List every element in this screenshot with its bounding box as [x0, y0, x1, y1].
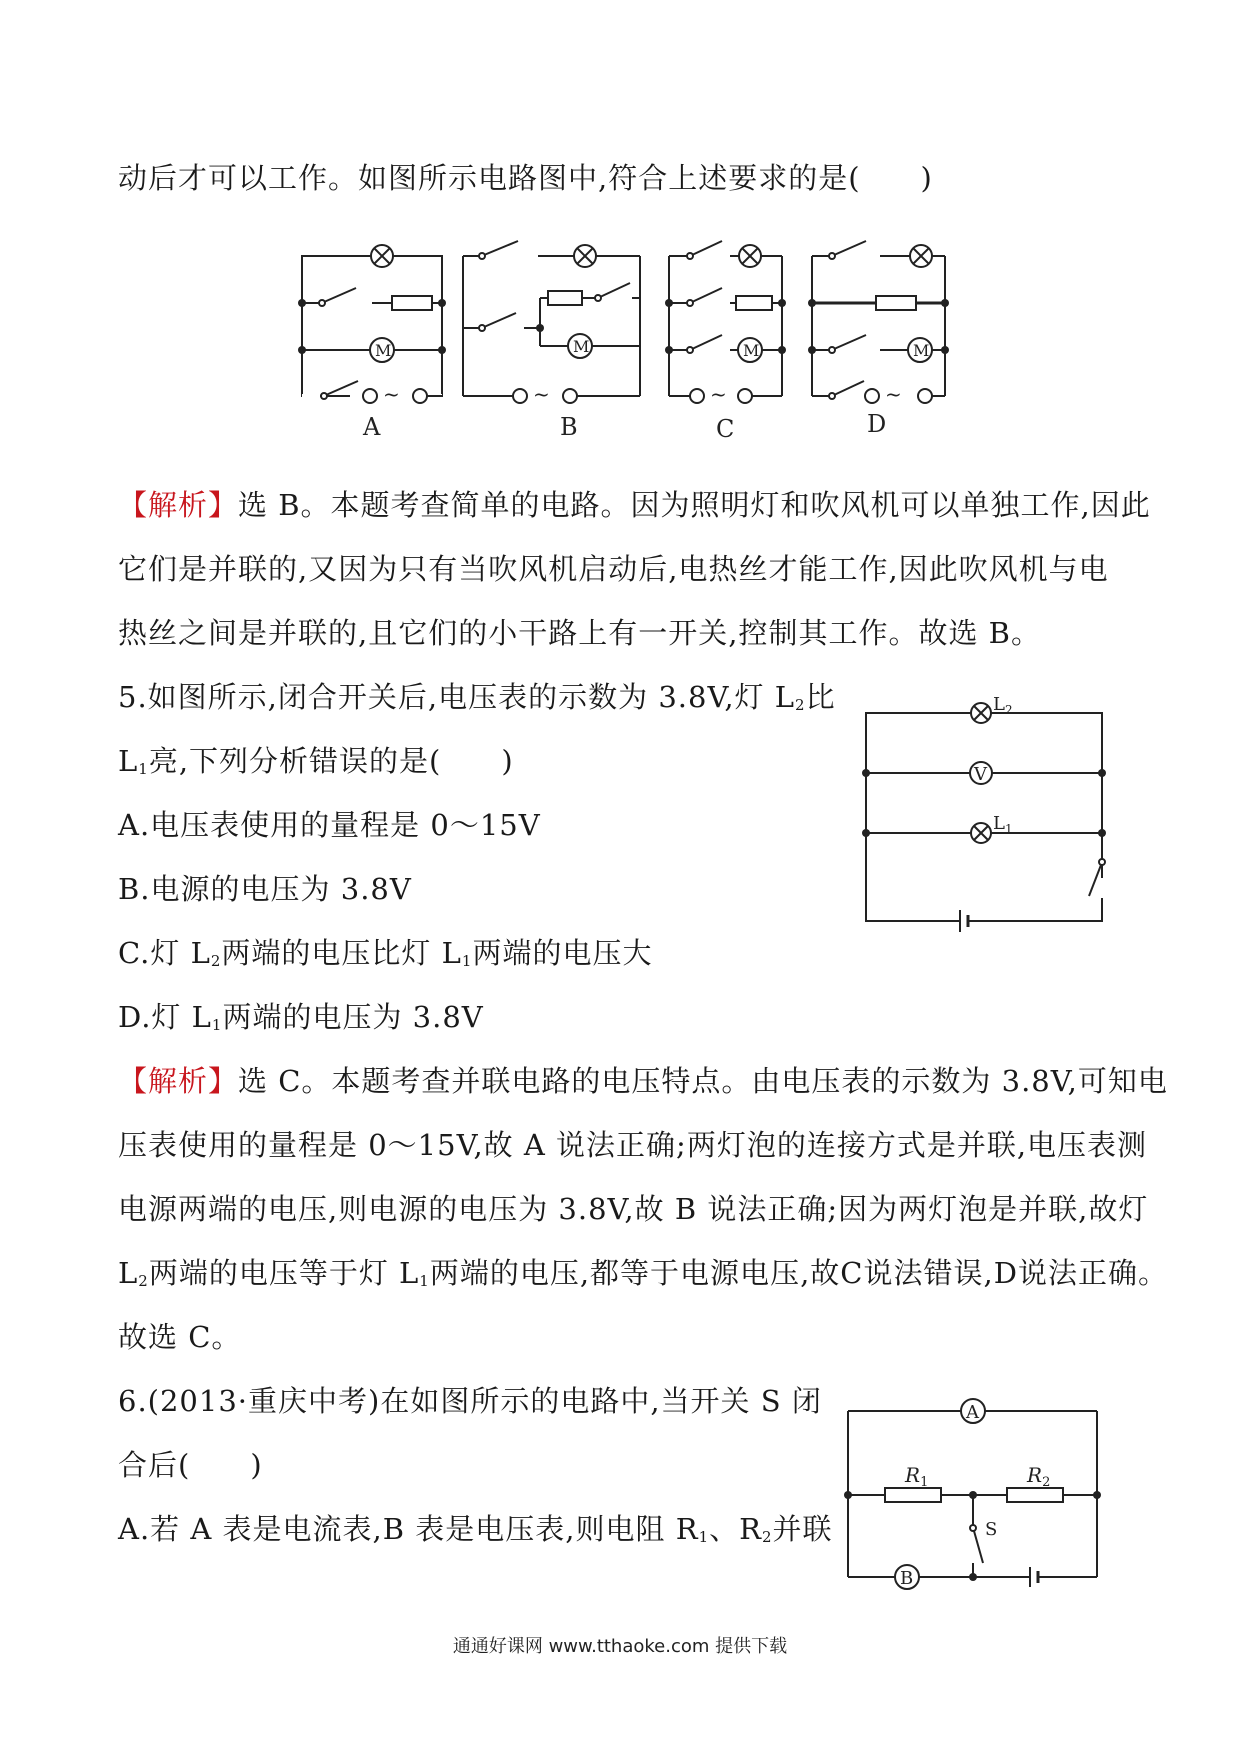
svg-text:M: M [573, 337, 590, 356]
q5-circuit-diagram [860, 694, 1120, 930]
q5-analysis-line-3: 电源两端的电压,则电源的电压为 3.8V,故 B 说法正确;因为两灯泡是并联,故灯 [118, 1192, 1149, 1226]
analysis-text: 选 B。本题考查简单的电路。因为照明灯和吹风机可以单独工作,因此 [238, 488, 1151, 522]
resistor-r2-label: $R_2$ [1027, 1463, 1051, 1490]
circuit-diagram-d [808, 241, 949, 406]
q6-stem-line-1: 6.(2013·重庆中考)在如图所示的电路中,当开关 S 闭 [118, 1384, 822, 1418]
voltmeter-label: V [974, 764, 987, 785]
svg-text:M: M [913, 341, 930, 360]
svg-text:M: M [743, 341, 760, 360]
q5-stem-line-1: 5.如图所示,闭合开关后,电压表的示数为 3.8V,灯 $L_2$比 [118, 680, 836, 714]
q4-circuit-diagrams [0, 0, 1240, 460]
circuit-diagram-c [665, 241, 786, 406]
lamp-l2-label: $L_2$ [993, 694, 1013, 717]
svg-text:~: ~ [710, 382, 727, 406]
q4-analysis-line-3: 热丝之间是并联的,且它们的小干路上有一开关,控制其工作。故选 B。 [118, 616, 1041, 650]
switch-s-label: S [985, 1519, 998, 1540]
q5-analysis-line-4: $L_2$两端的电压等于灯 $L_1$两端的电压,都等于电源电压,故C说法错误,D说法正确。 [118, 1256, 1168, 1290]
lamp-l1-label: $L_1$ [993, 813, 1013, 836]
resistor-r1-label: $R_1$ [905, 1463, 929, 1490]
q5-analysis-line-2: 压表使用的量程是 0～15V,故 A 说法正确;两灯泡的连接方式是并联,电压表测 [118, 1128, 1148, 1162]
q5-analysis-line-5: 故选 C。 [118, 1320, 242, 1354]
q4-analysis-line-2: 它们是并联的,又因为只有当吹风机启动后,电热丝才能工作,因此吹风机与电 [118, 552, 1109, 586]
q4-stem-tail: 动后才可以工作。如图所示电路图中,符合上述要求的是( ) [118, 161, 933, 195]
q5-option-c: C.灯 $L_2$两端的电压比灯 $L_1$两端的电压大 [118, 936, 653, 970]
diagram-label-d: D [867, 410, 887, 438]
q5-analysis-line-1: 【解析】选 C。本题考查并联电路的电压特点。由电压表的示数为 3.8V,可知电 [118, 1064, 1168, 1098]
diagram-label-c: C [716, 415, 735, 443]
analysis-tag: 【解析】 [118, 488, 239, 522]
q4-analysis-line-1 [118, 487, 1151, 523]
q5-option-b: B.电源的电压为 3.8V [118, 872, 412, 906]
diagram-label-a: A [363, 413, 381, 441]
svg-text:~: ~ [885, 382, 902, 406]
ammeter-a-label: A [966, 1402, 979, 1423]
diagram-label-b: B [560, 413, 578, 441]
svg-text:M: M [375, 341, 392, 360]
q5-stem-line-2: $L_1$亮,下列分析错误的是( ) [118, 744, 514, 778]
meter-b-label: B [900, 1568, 914, 1589]
q5-option-d: D.灯 $L_1$两端的电压为 3.8V [118, 1000, 484, 1034]
analysis-tag: 【解析】 [118, 1064, 239, 1098]
page-footer: 通通好课网 www.tthaoke.com 提供下载 [452, 1636, 788, 1657]
q6-circuit-diagram [845, 1395, 1115, 1595]
circuit-diagram-b [463, 241, 640, 406]
q6-option-a: A.若 A 表是电流表,B 表是电压表,则电阻 $R_1$、$R_2$并联 [118, 1512, 833, 1546]
svg-text:~: ~ [383, 382, 400, 406]
svg-text:~: ~ [533, 382, 550, 406]
q5-option-a: A.电压表使用的量程是 0～15V [118, 808, 541, 842]
q6-stem-line-2: 合后( ) [118, 1448, 263, 1482]
circuit-diagram-a [298, 245, 446, 406]
